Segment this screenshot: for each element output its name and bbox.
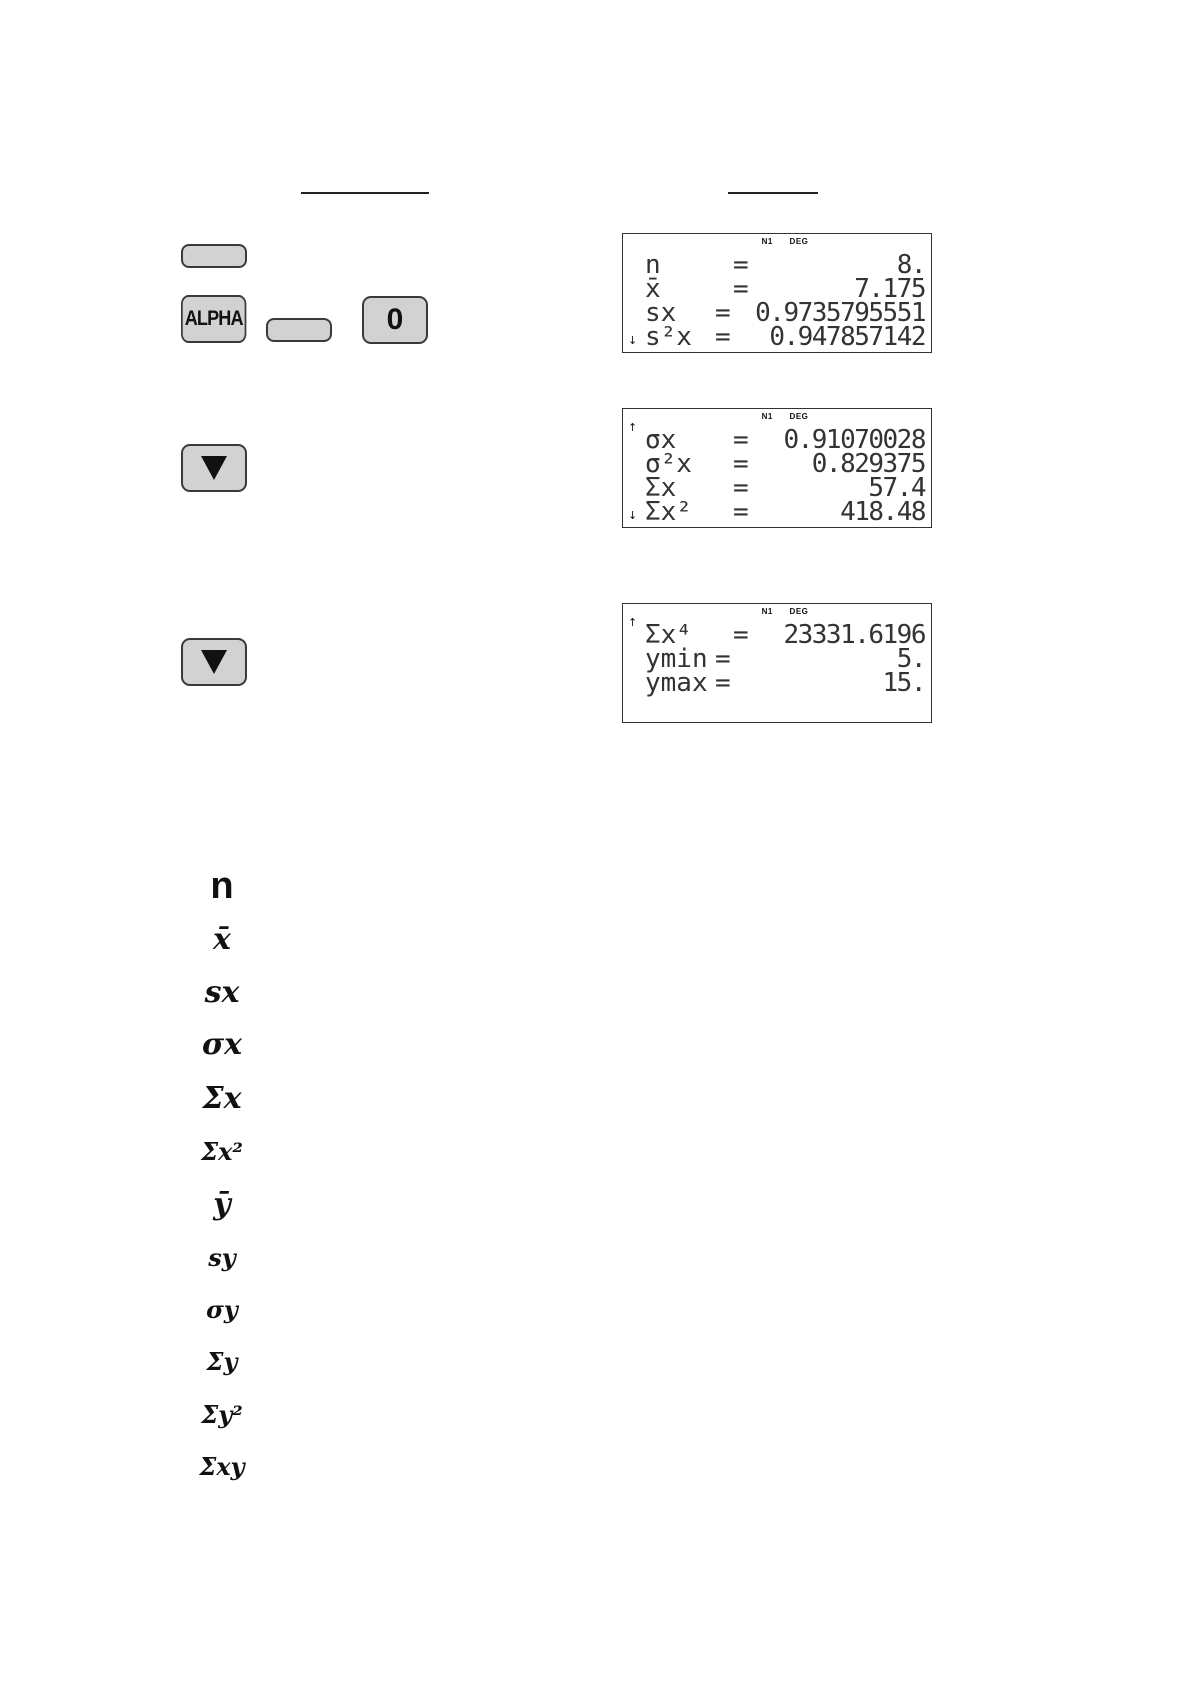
mode-indicators: N1 DEG — [761, 412, 809, 421]
down-triangle-icon — [201, 650, 227, 674]
stat-variable: σ²x — [645, 449, 692, 479]
symbol-sy: sy — [208, 1243, 236, 1272]
equals-sign: = — [715, 322, 731, 352]
stat-variable: n — [645, 250, 661, 280]
stat-value: 23331.6196 — [783, 620, 925, 650]
stat-value: 7.175 — [854, 274, 925, 304]
symbol-sum-xy: Σxy — [199, 1452, 245, 1481]
blank-key[interactable] — [181, 244, 247, 268]
down-arrow-key-2[interactable] — [181, 638, 247, 686]
scroll-up-icon: ↑ — [628, 421, 638, 434]
equals-sign: = — [715, 298, 731, 328]
stat-value: 15. — [882, 668, 925, 698]
stat-value: 5. — [896, 644, 925, 674]
stat-value: 57.4 — [868, 473, 925, 503]
mode-indicators: N1 DEG — [761, 237, 809, 246]
lcd-row — [645, 322, 925, 352]
stat-variable: x̄ — [645, 274, 661, 304]
stat-variable: s²x — [645, 322, 692, 352]
stat-value: 418.48 — [840, 497, 925, 527]
stat-variable: ymin — [645, 644, 708, 674]
display-header-rule — [728, 192, 818, 194]
symbol-sum-x-squared: Σx² — [201, 1137, 243, 1166]
symbol-n: n — [210, 865, 234, 907]
lcd-row — [645, 497, 925, 527]
equals-sign: = — [733, 473, 749, 503]
stat-value: 0.829375 — [811, 449, 925, 479]
equals-sign: = — [733, 497, 749, 527]
stat-value: 0.9735795551 — [755, 298, 925, 328]
scroll-down-icon: ↓ — [628, 509, 638, 522]
stat-variable: σx — [645, 425, 677, 455]
symbol-x-mean: x̄ — [213, 922, 231, 957]
symbol-sum-y: Σy — [206, 1347, 238, 1376]
symbol-sum-y-squared: Σy² — [201, 1400, 243, 1429]
equals-sign: = — [715, 644, 731, 674]
symbol-y-mean: ȳ — [213, 1187, 231, 1222]
stat-variable: sx — [645, 298, 677, 328]
stat-value: 0.91070028 — [783, 425, 925, 455]
symbol-sigma-y: σy — [206, 1295, 238, 1324]
lcd-row — [645, 668, 925, 698]
down-triangle-icon — [201, 456, 227, 480]
equals-sign: = — [715, 668, 731, 698]
symbol-sigma-x: σx — [201, 1027, 242, 1062]
zero-key[interactable]: 0 — [362, 296, 428, 344]
lcd-screen-2 — [622, 408, 932, 528]
equals-sign: = — [733, 274, 749, 304]
equals-sign: = — [733, 425, 749, 455]
lcd-screen-1 — [622, 233, 932, 353]
stat-variable: Σx⁴ — [645, 620, 692, 650]
stat-variable: Σx² — [645, 497, 692, 527]
down-arrow-key[interactable] — [181, 444, 247, 492]
lcd-screen-3 — [622, 603, 932, 723]
scroll-down-icon: ↓ — [628, 334, 638, 347]
stat-value: 0.947857142 — [769, 322, 925, 352]
operation-header-rule — [301, 192, 429, 194]
equals-sign: = — [733, 449, 749, 479]
symbol-sx: sx — [204, 975, 240, 1010]
scroll-up-icon: ↑ — [628, 616, 638, 629]
equals-sign: = — [733, 250, 749, 280]
stat-variable: Σx — [645, 473, 677, 503]
stat-variable: ymax — [645, 668, 708, 698]
mode-indicators: N1 DEG — [761, 607, 809, 616]
equals-sign: = — [733, 620, 749, 650]
blank-key-2[interactable] — [266, 318, 332, 342]
alpha-key[interactable]: ALPHA — [181, 295, 246, 343]
symbol-sum-x: Σx — [202, 1081, 242, 1116]
stat-value: 8. — [896, 250, 925, 280]
